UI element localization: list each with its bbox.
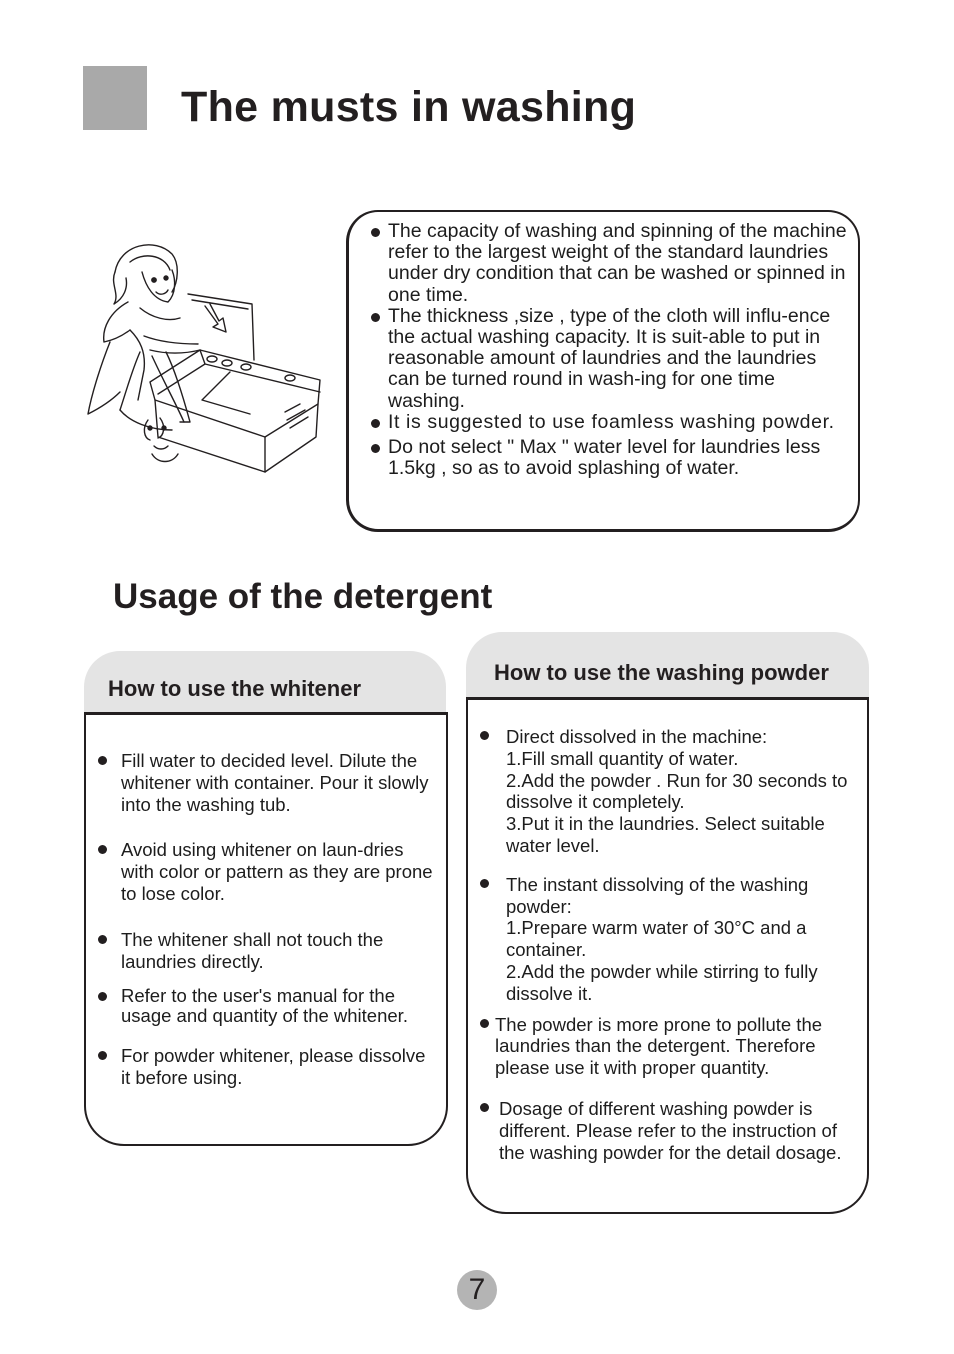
list-item <box>495 1014 862 1079</box>
bullet-icon <box>371 444 380 453</box>
header-gray-square <box>83 66 147 130</box>
list-item <box>506 726 862 857</box>
list-item <box>499 1098 862 1163</box>
list-item <box>388 412 848 433</box>
list-item-text: The thickness ,size , type of the cloth will influ-ence the actual washing capacity. It is suit-able to put in reasonable amount of laundries and the laundries can be turned round in wash-ing for one time washing. <box>388 304 831 412</box>
step-text: 1.Prepare warm water of 30°C and a container. <box>506 917 807 961</box>
whitener-heading: How to use the whitener <box>108 676 362 701</box>
list-item-text: Dosage of different washing powder is different. Please refer to the instruction of the washing powder for the detail dosage. <box>499 1097 842 1163</box>
step-text: 1.Fill small quantity of water. <box>506 747 739 769</box>
list-item-text: Do not select " Max " water level for laundries less 1.5kg , so as to avoid splashing of water. <box>388 436 821 480</box>
bullet-icon <box>371 228 380 237</box>
bullet-icon <box>480 1103 489 1112</box>
powder-list <box>495 726 862 1163</box>
section-title: Usage of the detergent <box>113 577 493 616</box>
bullet-icon <box>480 879 489 888</box>
bullet-icon <box>480 731 489 740</box>
list-item-text: The capacity of washing and spinning of the machine refer to the largest weight of the standard laundries under dry condition that can be washed or spinned in one time. <box>388 220 847 306</box>
list-item <box>121 986 439 1025</box>
powder-heading: How to use the washing powder <box>494 660 829 685</box>
list-item <box>388 306 848 412</box>
list-item-text: Direct dissolved in the machine: <box>506 726 768 747</box>
list-item-text: The powder is more prone to pollute the laundries than the detergent. Therefore please use it with proper quantity. <box>495 1013 823 1079</box>
list-item-text: Fill water to decided level. Dilute the whitener with container. Pour it slowly into the washing tub. <box>121 750 429 815</box>
bullet-icon <box>371 419 380 428</box>
step-text: 3.Put it in the laundries. Select suitable water level. <box>506 813 825 856</box>
list-item <box>121 750 439 815</box>
list-item <box>506 874 862 1005</box>
list-item <box>388 437 848 479</box>
bullet-icon <box>480 1019 489 1028</box>
woman-washing-machine-illustration <box>80 232 330 477</box>
list-item-text: The instant dissolving of the washing powder: <box>506 873 809 917</box>
step-text: 2.Add the powder while stirring to fully dissolve it. <box>506 960 818 1004</box>
page-number: 7 <box>457 1270 497 1310</box>
list-item-text: The whitener shall not touch the laundries directly. <box>121 928 384 972</box>
musts-list <box>388 221 848 479</box>
list-item-text: For powder whitener, please dissolve it before using. <box>121 1045 426 1089</box>
list-item-text: Refer to the user's manual for the usage and quantity of the whitener. <box>121 985 408 1026</box>
bullet-icon <box>98 756 107 765</box>
step-text: 2.Add the powder . Run for 30 seconds to dissolve it completely. <box>506 769 848 813</box>
list-item <box>121 839 439 904</box>
whitener-list <box>121 750 439 1089</box>
list-item-text: It is suggested to use foamless washing powder. <box>388 410 835 433</box>
list-item-text: Avoid using whitener on laun-dries with color or pattern as they are prone to lose color. <box>121 839 433 904</box>
list-item <box>121 929 439 973</box>
list-item <box>388 221 848 306</box>
page-title: The musts in washing <box>181 83 637 131</box>
list-item <box>121 1045 439 1089</box>
bullet-icon <box>98 935 107 944</box>
bullet-icon <box>371 313 380 322</box>
